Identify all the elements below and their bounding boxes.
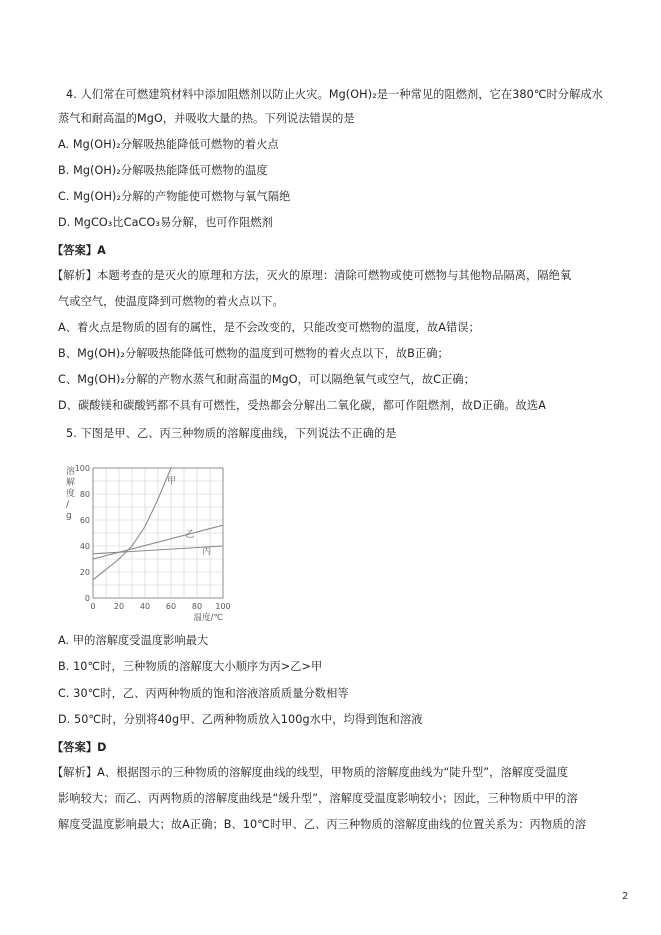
series-label: 丙 (202, 546, 212, 557)
y-axis-title-char: 度 (66, 489, 76, 499)
series-label: 甲 (167, 476, 177, 487)
q4-explanation-line1: 【解析】本题考查的是灭火的原理和方法，灭火的原理：清除可燃物或使可燃物与其他物品隔离，隔绝氧 (52, 269, 572, 282)
q4-explanation-line4: B、Mg(OH)₂分解吸热能降低可燃物的温度到可燃物的着火点以下，故B正确； (58, 347, 449, 360)
x-axis-title: 温度/℃ (193, 613, 223, 622)
q4-explanation-line6: D、碳酸镁和碳酸钙都不具有可燃性，受热都会分解出二氧化碳，都可作阻燃剂，故D正确。故选A (58, 399, 546, 412)
q5-explanation-line3: 解度受温度影响最大；故A正确；B、10℃时甲、乙、丙三种物质的溶解度曲线的位置关系为：丙物质的溶 (58, 818, 586, 831)
q5-option-d: D. 50℃时，分别将40g甲、乙两种物质放入100g水中，均得到饱和溶液 (58, 713, 423, 726)
x-tick-label: 0 (90, 602, 96, 611)
q5-option-c: C. 30℃时，乙、丙两种物质的饱和溶液溶质质量分数相等 (58, 687, 349, 700)
x-tick-label: 100 (215, 602, 231, 611)
chart-series-labels (167, 476, 211, 557)
q4-explanation-line5: C、Mg(OH)₂分解的产物水蒸气和耐高温的MgO，可以隔绝氧气或空气，故C正确； (58, 373, 475, 386)
y-tick-label: 100 (74, 464, 90, 473)
chart-tick-labels (75, 464, 231, 611)
y-axis-title-char: g (66, 511, 72, 521)
y-axis-title-char: 溶 (66, 467, 76, 477)
q5-option-a: A. 甲的溶解度受温度影响最大 (58, 634, 209, 647)
x-tick-label: 80 (191, 602, 203, 611)
q4-option-b: B. Mg(OH)₂分解吸热能降低可燃物的温度 (58, 164, 268, 177)
page-number: 2 (622, 891, 629, 902)
solubility-chart (60, 462, 240, 622)
q5-option-b: B. 10℃时，三种物质的溶解度大小顺序为丙>乙>甲 (58, 660, 323, 673)
q4-option-d: D. MgCO₃比CaCO₃易分解，也可作阻燃剂 (58, 216, 273, 229)
x-tick-label: 40 (139, 602, 151, 611)
y-axis-title-char: 解 (66, 478, 76, 488)
q4-option-a: A. Mg(OH)₂分解吸热能降低可燃物的着火点 (58, 138, 279, 151)
q4-explanation-line3: A、着火点是物质的固有的属性，是不会改变的，只能改变可燃物的温度，故A错误； (58, 321, 480, 334)
y-tick-label: 60 (79, 516, 90, 525)
y-axis-title-char: / (66, 500, 70, 510)
q4-stem-line2: 蒸气和耐高温的MgO，并吸收大量的热。下列说法错误的是 (58, 112, 355, 125)
x-tick-label: 60 (165, 602, 177, 611)
q5-explanation-line1: 【解析】A、根据图示的三种物质的溶解度曲线的线型，甲物质的溶解度曲线为“陡升型”，溶解度受温度 (52, 766, 569, 779)
q4-explanation-line2: 气或空气，使温度降到可燃物的着火点以下。 (58, 295, 284, 308)
q4-stem-line1: 4. 人们常在可燃建筑材料中添加阻燃剂以防止火灾。Mg(OH)₂是一种常见的阻燃剂，它在380℃时分解成水 (66, 88, 603, 101)
chart-grid (93, 468, 223, 598)
q4-option-c: C. Mg(OH)₂分解的产物能使可燃物与氧气隔绝 (58, 190, 291, 203)
q5-answer: 【答案】D (52, 741, 107, 754)
y-tick-label: 0 (84, 594, 90, 603)
q4-answer: 【答案】A (52, 244, 106, 257)
series-label: 乙 (185, 529, 195, 540)
q5-stem: 5. 下图是甲、乙、丙三种物质的溶解度曲线，下列说法不正确的是 (66, 427, 397, 440)
y-tick-label: 20 (79, 568, 90, 577)
q5-explanation-line2: 影响较大；而乙、丙两物质的溶解度曲线是“缓升型”，溶解度受温度影响较小；因此，三种物质中甲的溶 (58, 792, 578, 805)
y-tick-label: 80 (79, 490, 90, 499)
y-tick-label: 40 (79, 542, 90, 551)
x-tick-label: 20 (113, 602, 125, 611)
